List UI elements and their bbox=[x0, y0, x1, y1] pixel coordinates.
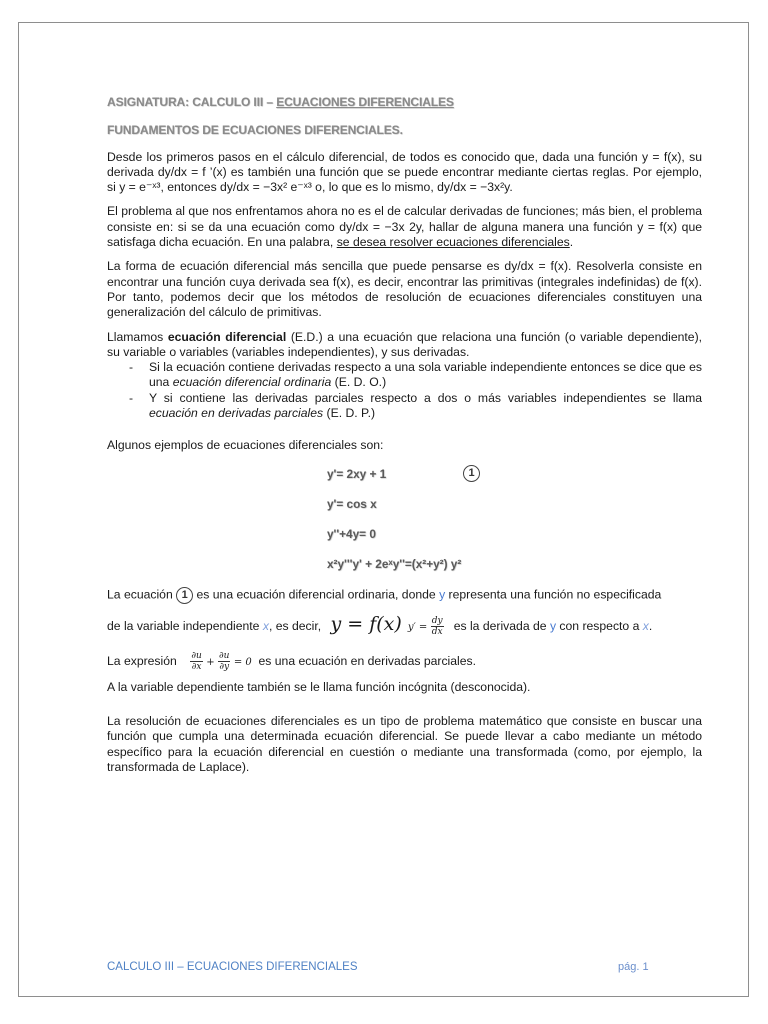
example-equation-4: x²y'''y' + 2eˣy''=(x²+y²) y² bbox=[327, 556, 462, 571]
paragraph-intro: Desde los primeros pasos en el cálculo diferencial, de todos es conocido que, dada una función y = f(x), su derivada dy/dx = f ’(x) es también una función que se puede encontrar mediante ciertas reglas. Por ejemplo, si y = e⁻ˣ³, entonces dy/dx = −3x² e⁻ˣ³ o, lo que es lo mismo, dy/dx = −3x²y. bbox=[107, 149, 702, 195]
document-page bbox=[18, 22, 749, 997]
section-title: FUNDAMENTOS DE ECUACIONES DIFERENCIALES. bbox=[107, 123, 403, 138]
derivative-text-c: es la derivada de bbox=[453, 618, 550, 633]
list-item-emphasis: ecuación en derivadas parciales bbox=[149, 406, 324, 421]
paragraph-problem-text: El problema al que nos enfrentamos ahora no es el de calcular derivadas de funciones; más bien, el problema consiste en: si se da una ecuación como dy/dx = −3x 2y, hallar de alguna manera una función y = f(x) que satisfaga dicha ecuación. En una palabra, bbox=[107, 204, 702, 250]
fraction-numerator: ∂u bbox=[218, 650, 230, 661]
formula-y-prime: y′ = bbox=[407, 621, 428, 633]
dash-marker: - bbox=[129, 360, 134, 375]
list-item-edo bbox=[107, 360, 702, 391]
fraction-numerator: ∂u bbox=[191, 650, 202, 661]
example-equation-3: y''+4y= 0 bbox=[327, 526, 376, 541]
derivative-text-d: con respecto a bbox=[556, 618, 643, 633]
page-number: pág. 1 bbox=[618, 961, 649, 973]
equals-zero: = 0 bbox=[233, 656, 252, 668]
definition-post: (E.D.) a una ecuación que relaciona una función (o variable dependiente), su variable o variables (variables independientes), y sus derivadas. bbox=[107, 329, 703, 359]
list-item-edp bbox=[107, 391, 702, 422]
list-item-emphasis: ecuación diferencial ordinaria bbox=[172, 375, 332, 390]
list-item-abbr: (E. D. P.) bbox=[323, 406, 376, 421]
paragraph-derivative bbox=[107, 612, 702, 640]
page-footer bbox=[107, 961, 667, 973]
fraction-denominator: dx bbox=[431, 626, 443, 637]
course-title bbox=[107, 95, 702, 110]
derivative-text-a: de la variable independiente bbox=[107, 618, 263, 633]
eq-ref-text-a: La ecuación bbox=[107, 587, 177, 602]
definition-term: ecuación diferencial bbox=[167, 329, 287, 344]
plus-sign: + bbox=[206, 656, 215, 668]
circled-number-reference: 1 bbox=[176, 587, 193, 604]
fraction-numerator: dy bbox=[431, 615, 443, 626]
paragraph-problem-underlined: se desea resolver ecuaciones diferenciales bbox=[336, 235, 570, 250]
paragraph-problem bbox=[107, 204, 702, 250]
example-equation-1 bbox=[327, 466, 702, 496]
variable-y: y bbox=[439, 587, 446, 602]
formula-y-equals-fx: y = f(x) bbox=[330, 612, 402, 635]
paragraph-simple-form: La forma de ecuación diferencial más sencilla que puede pensarse es dy/dx = f(x). Resolverla consiste en encontrar una función cuya derivada sea f(x), es decir, encontrar las primitivas (integrales indefinidas) de f(x). Por tanto, podemos decir que los métodos de resolución de ecuaciones diferenciales constituyen una generalización del cálculo de primitivas. bbox=[107, 259, 702, 320]
list-item-text: Y si contiene las derivadas parciales respecto a dos o más variables independientes se llama bbox=[149, 390, 702, 405]
footer-title: CALCULO III – ECUACIONES DIFERENCIALES bbox=[107, 961, 358, 973]
paragraph-definition bbox=[107, 330, 702, 361]
eq-ref-text-c: representa una función no especificada bbox=[445, 587, 662, 602]
variable-x: x bbox=[642, 618, 649, 633]
example-equation-text: y'= 2xy + 1 bbox=[327, 466, 387, 481]
circled-number-marker: 1 bbox=[463, 465, 480, 482]
paragraph-partial bbox=[107, 646, 702, 678]
paragraph-resolution: La resolución de ecuaciones diferenciales es un tipo de problema matemático que consiste en buscar una función que cumpla una determinada ecuación diferencial. Se puede llevar a cabo mediante un método específico para la ecuación diferencial en cuestión o mediante una transformada (como, por ejemplo, la transformada de Laplace). bbox=[107, 713, 702, 774]
course-title-topic: ECUACIONES DIFERENCIALES bbox=[276, 95, 454, 109]
partial-text-b: es una ecuación en derivadas parciales. bbox=[258, 653, 476, 668]
paragraph-problem-end: . bbox=[569, 235, 574, 250]
fraction-denominator: ∂y bbox=[219, 661, 230, 672]
fraction-du-dx bbox=[190, 651, 202, 672]
variable-y: y bbox=[549, 618, 557, 633]
list-item-text: Si la ecuación contiene derivadas respecto a una sola variable independiente entonces se dice que es una bbox=[149, 360, 702, 390]
dash-marker: - bbox=[129, 390, 134, 405]
page-content bbox=[107, 95, 702, 775]
fraction-denominator: ∂x bbox=[191, 661, 202, 672]
derivative-text-b: , es decir, bbox=[268, 618, 325, 633]
partial-text-a: La expresión bbox=[107, 653, 177, 668]
course-title-prefix: ASIGNATURA: CALCULO III – bbox=[107, 95, 277, 109]
examples-block bbox=[327, 466, 702, 586]
fraction-du-dy bbox=[218, 651, 230, 672]
fraction-dy-dx bbox=[431, 616, 444, 637]
example-equation-2: y'= cos x bbox=[327, 496, 377, 511]
paragraph-equation-ref bbox=[107, 587, 702, 604]
derivative-text-e: . bbox=[648, 618, 653, 633]
paragraph-unknown-function: A la variable dependiente también se le llama función incógnita (desconocida). bbox=[107, 679, 531, 694]
examples-intro: Algunos ejemplos de ecuaciones diferenciales son: bbox=[107, 438, 384, 453]
definition-list bbox=[107, 360, 702, 421]
definition-pre: Llamamos bbox=[107, 329, 168, 344]
list-item-abbr: (E. D. O.) bbox=[331, 375, 387, 390]
eq-ref-text-b: es una ecuación diferencial ordinaria, donde bbox=[193, 587, 440, 602]
variable-x: x bbox=[262, 618, 269, 633]
